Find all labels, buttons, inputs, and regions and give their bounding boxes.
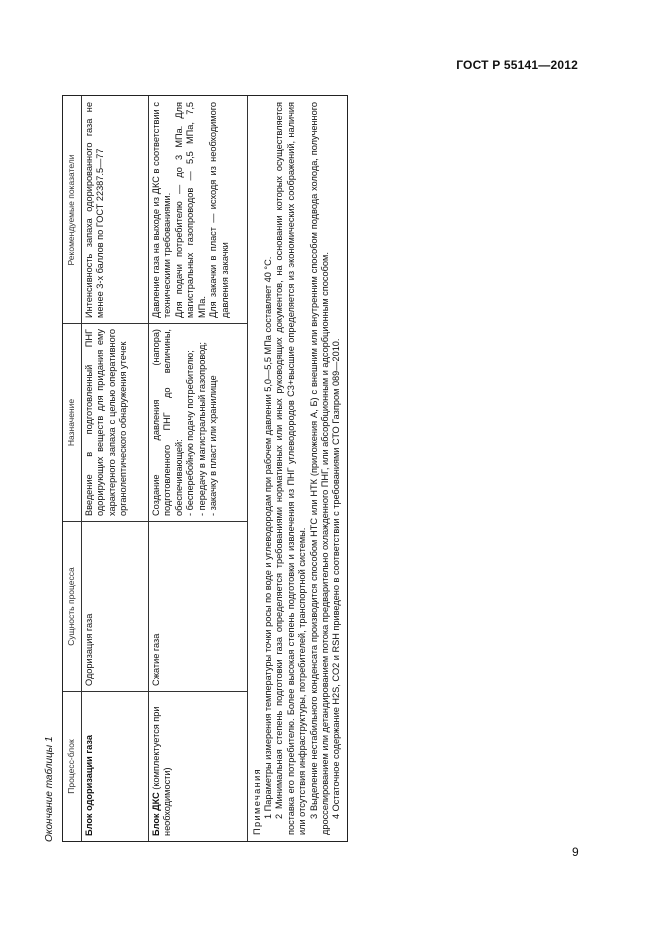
column-header: Рекомендуемые показатели <box>66 154 76 266</box>
column-header: Сущность процесса <box>63 521 81 691</box>
note-item: 1 Параметры измерения температуры точки росы по воде и углеводородам при рабочем давлении 5,0—5,5 МПа составляет 40 °С. <box>262 256 273 819</box>
notes-cell <box>248 96 347 841</box>
standard-header: ГОСТ Р 55141—2012 <box>456 58 578 72</box>
note-item: 3 Выделение нестабильного конденсата производится способом НТС или НТК (приложения А, Б) с внешним или внутренним способом подвода холода, полученного дросселированием или детандированием потока предварительно охлажденного ПНГ, или абсорбционным и адсорбционным способом. <box>308 102 330 835</box>
process-block-cell <box>82 691 148 841</box>
table <box>62 95 348 842</box>
notes-title: Примечания <box>251 767 262 835</box>
column-header: Назначение <box>63 323 81 521</box>
rotated-table-area <box>40 82 370 842</box>
indicator-line: Для закачки в пласт — исходя из необходимого давления закачки <box>208 102 230 318</box>
purpose-cell: Введение в подготовленный ПНГ одорирующих веществ для придания ему характерного запаха с целью оперативного органолептического обнаружения утечек <box>82 323 148 521</box>
indicator-line: Для подачи потребителю — до 3 МПа. Для магистральных газопроводов — 5,5 МПа, 7,5 МПа. <box>173 102 207 318</box>
indicators-cell: Интенсивность запаха одорированного газа не менее 3-х баллов по ГОСТ 22387.5—77 <box>83 102 105 318</box>
indicators-cell <box>149 97 247 323</box>
essence-cell: Сжатие газа <box>149 521 247 691</box>
note-item: 4 Остаточное содержание H2S, CO2 и RSH приведено в соответствии с требованиями СТО Газпром 089—2010. <box>331 338 342 819</box>
purpose-cell <box>149 323 247 521</box>
process-block-name: Блок ДКС <box>150 792 161 836</box>
essence-cell: Одоризация газа <box>82 521 148 691</box>
table-continuation-label: Окончание таблицы 1 <box>44 736 55 842</box>
process-block-cell <box>149 691 247 841</box>
process-block-name: Блок одоризации газа <box>83 735 94 836</box>
purpose-line: Создание давления (напора) подготовленного ПНГ до величины, обеспечивающей: <box>150 329 184 516</box>
purpose-line: - бесперебойную подачу потребителю; <box>185 350 195 516</box>
indicator-line: Давление газа на выходе из ДКС в соответствии с техническими требованиями. <box>150 102 172 318</box>
purpose-line: - закачку в пласт или хранилище <box>208 375 218 516</box>
table-row <box>149 96 248 841</box>
table-header-row <box>63 96 82 841</box>
process-block-note: (комплектуется при необходимости) <box>150 706 172 836</box>
column-header: Процесс-блок <box>63 691 81 841</box>
note-item: 2 Минимальная степень подготовки газа определяется требованиями нормативных или иных руководящих документов, на основании которых осуществляется поставка его потребителю. Более высокая степень подготовки и извлечения из ПНГ углеводородов С3+высшие определяется из экономических соображений, наличия или отсутствия инфраструктуры, потребителей, транспортной системы. <box>274 102 308 835</box>
table-row <box>82 96 149 841</box>
notes-row <box>248 96 347 841</box>
page-number: 9 <box>572 845 579 859</box>
purpose-line: - передачу в магистральный газопровод; <box>196 342 207 516</box>
